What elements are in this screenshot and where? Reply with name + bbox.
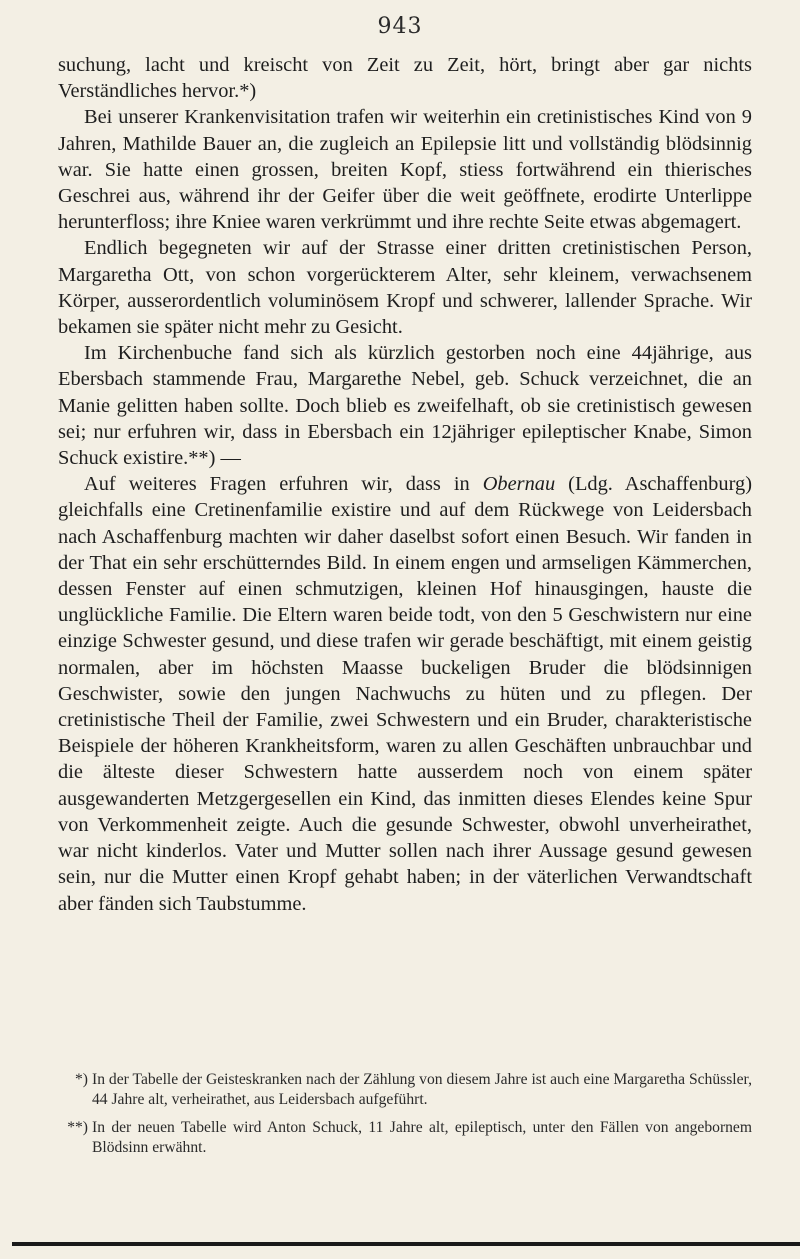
page-number: 943 [377,14,423,39]
paragraph: Endlich begegneten wir auf der Strasse einer dritten cretinistischen Person, Margaretha Ott, von schon vorgerückterem Alter, sehr kleinem, verwachsenem Körper, ausserordentlich voluminösem Kropf und schwerer, lallender Sprache. Wir bekamen sie später nicht mehr zu Gesicht. [58,237,752,339]
body-text [58,52,752,917]
paragraph: Im Kirchenbuche fand sich als kürzlich gestorben noch eine 44jährige, aus Ebersbach stammende Frau, Margarethe Nebel, geb. Schuck verzeichnet, die an Manie gelitten haben sollte. Doch blieb es zweifelhaft, ob sie cretinistisch gewesen sei; nur erfuhren wir, dass in Ebersbach ein 12jähriger epileptischer Knabe, Simon Schuck existire.**) — [58,342,752,470]
footnote [58,1118,752,1158]
paragraph: suchung, lacht und kreischt von Zeit zu Zeit, hört, bringt aber gar nichts Verständliches hervor.*) [58,54,752,103]
place-name-italic: Obernau [482,473,556,496]
page-bottom-rule [12,1242,800,1246]
footnotes [58,1070,752,1166]
footnote-mark: *) [75,1071,88,1088]
paragraph-text: (Ldg. Aschaffenburg) gleichfalls eine Cretinenfamilie existire und auf dem Rückwege von Leidersbach nach Aschaffenburg machten wir daher daselbst sofort einen Besuch. Wir fanden in der That ein sehr erschütterndes Bild. In einem engen und armseligen Kämmerchen, dessen Fenster auf einen schmutzigen, kleinen Hof hinausgingen, hauste die unglückliche Familie. Die Eltern waren beide todt, von den 5 Geschwistern nur eine einzige Schwester gesund, und diese trafen wir gerade beschäftigt, mit einem geistig normalen, aber im höchsten Maasse buckeligen Bruder die blödsinnigen Geschwister, sowie den jungen Nachwuchs zu hüten und zu pflegen. Der cretinistische Theil der Familie, zwei Schwestern und ein Bruder, charakteristische Beispiele der höheren Krankheitsform, waren zu allen Geschäften unbrauchbar und die älteste dieser Schwestern hatte ausserdem noch von einem später ausgewanderten Metzgergesellen ein Kind, das inmitten dieses Elendes keine Spur von Verkommenheit zeigte. Auch die gesunde Schwester, obwohl unverheirathet, war nicht kinderlos. Vater und Mutter sollen nach ihrer Aussage gesund gewesen sein, nur die Mutter einen Kropf gehabt haben; in der väterlichen Verwandtschaft aber fänden sich Taubstumme. [58,473,752,915]
paragraph-text: Auf weiteres Fragen erfuhren wir, dass in [84,473,483,496]
footnote-mark: **) [67,1119,88,1136]
paragraph: Bei unserer Krankenvisitation trafen wir weiterhin ein cretinistisches Kind von 9 Jahren, Mathilde Bauer an, die zugleich an Epilepsie litt und vollständig blödsinnig war. Sie hatte einen grossen, breiten Kopf, stiess fortwährend ein thierisches Geschrei aus, während ihr der Geifer über die weit geöffnete, erodirte Unterlippe herunterfloss; ihre Kniee waren verkrümmt und ihre rechte Seite etwas abgemagert. [58,106,752,234]
footnote-text: In der neuen Tabelle wird Anton Schuck, 11 Jahre alt, epileptisch, unter den Fällen von angebornem Blödsinn erwähnt. [92,1119,752,1156]
footnote-text: In der Tabelle der Geisteskranken nach der Zählung von diesem Jahre ist auch eine Margaretha Schüssler, 44 Jahre alt, verheirathet, aus Leidersbach aufgeführt. [92,1071,752,1108]
paragraph [58,471,752,916]
footnote [58,1070,752,1110]
